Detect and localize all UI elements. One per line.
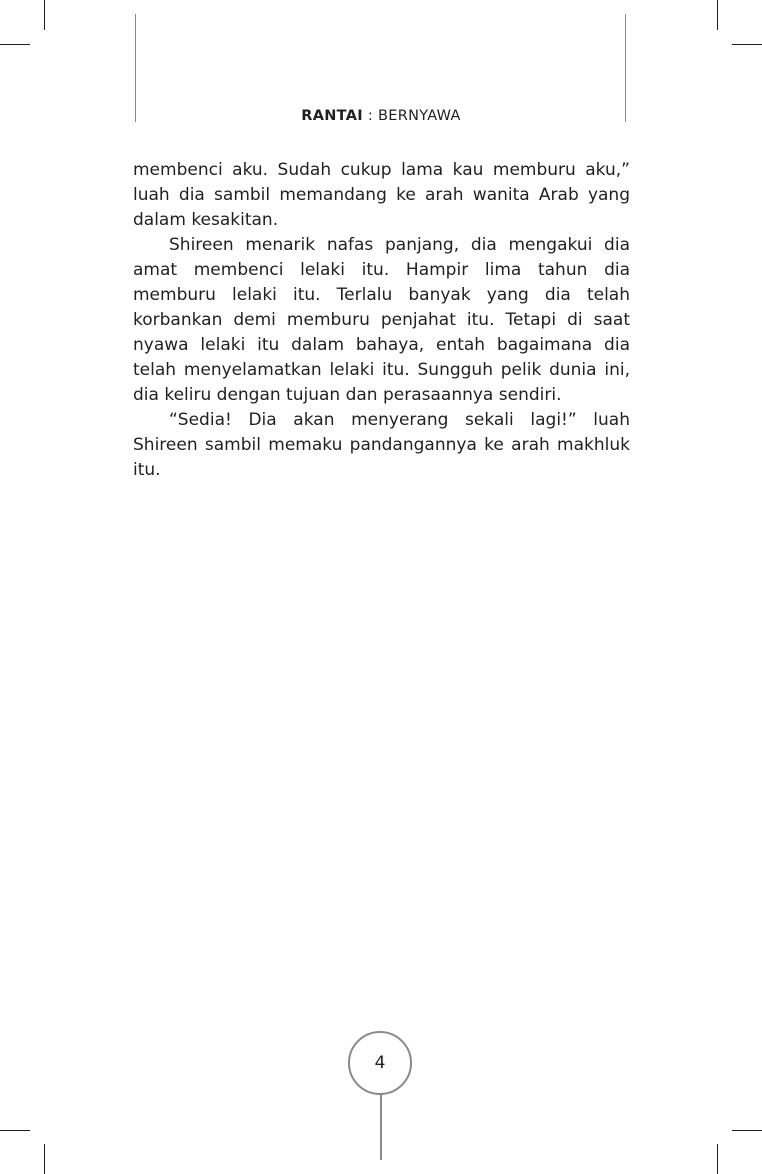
page-number: 4 xyxy=(374,1053,386,1073)
crop-mark-top-left-horizontal xyxy=(0,44,30,45)
page-number-stem xyxy=(380,1095,382,1160)
book-subtitle: BERNYAWA xyxy=(377,108,461,124)
header-guide-line-left xyxy=(135,14,136,122)
body-text xyxy=(133,158,630,483)
running-head xyxy=(0,108,762,124)
paragraph: Shireen menarik nafas panjang, dia mengakui dia amat membenci lelaki itu. Hampir lima tahun dia memburu lelaki itu. Terlalu banyak yang dia telah korbankan demi memburu penjahat itu. Tetapi di saat nyawa lelaki itu dalam bahaya, entah bagaimana dia telah menyelamatkan lelaki itu. Sungguh pelik dunia ini, dia keliru dengan tujuan dan perasaannya sendiri. xyxy=(133,235,630,405)
paragraph: membenci aku. Sudah cukup lama kau memburu aku,” luah dia sambil memandang ke arah wanita Arab yang dalam kesakitan. xyxy=(133,160,630,230)
crop-mark-top-right-vertical xyxy=(717,0,718,30)
crop-mark-bottom-left-horizontal xyxy=(0,1130,30,1131)
crop-mark-top-left-vertical xyxy=(44,0,45,30)
paragraph: “Sedia! Dia akan menyerang sekali lagi!” luah Shireen sambil memaku pandangannya ke arah makhluk itu. xyxy=(133,410,630,480)
header-guide-line-right xyxy=(625,14,626,122)
crop-mark-top-right-horizontal xyxy=(732,44,762,45)
crop-mark-bottom-right-vertical xyxy=(717,1144,718,1174)
book-title: RANTAI xyxy=(301,108,363,124)
crop-mark-bottom-left-vertical xyxy=(44,1144,45,1174)
crop-mark-bottom-right-horizontal xyxy=(732,1130,762,1131)
running-head-separator: : xyxy=(362,108,378,124)
page-number-circle xyxy=(348,1031,412,1095)
